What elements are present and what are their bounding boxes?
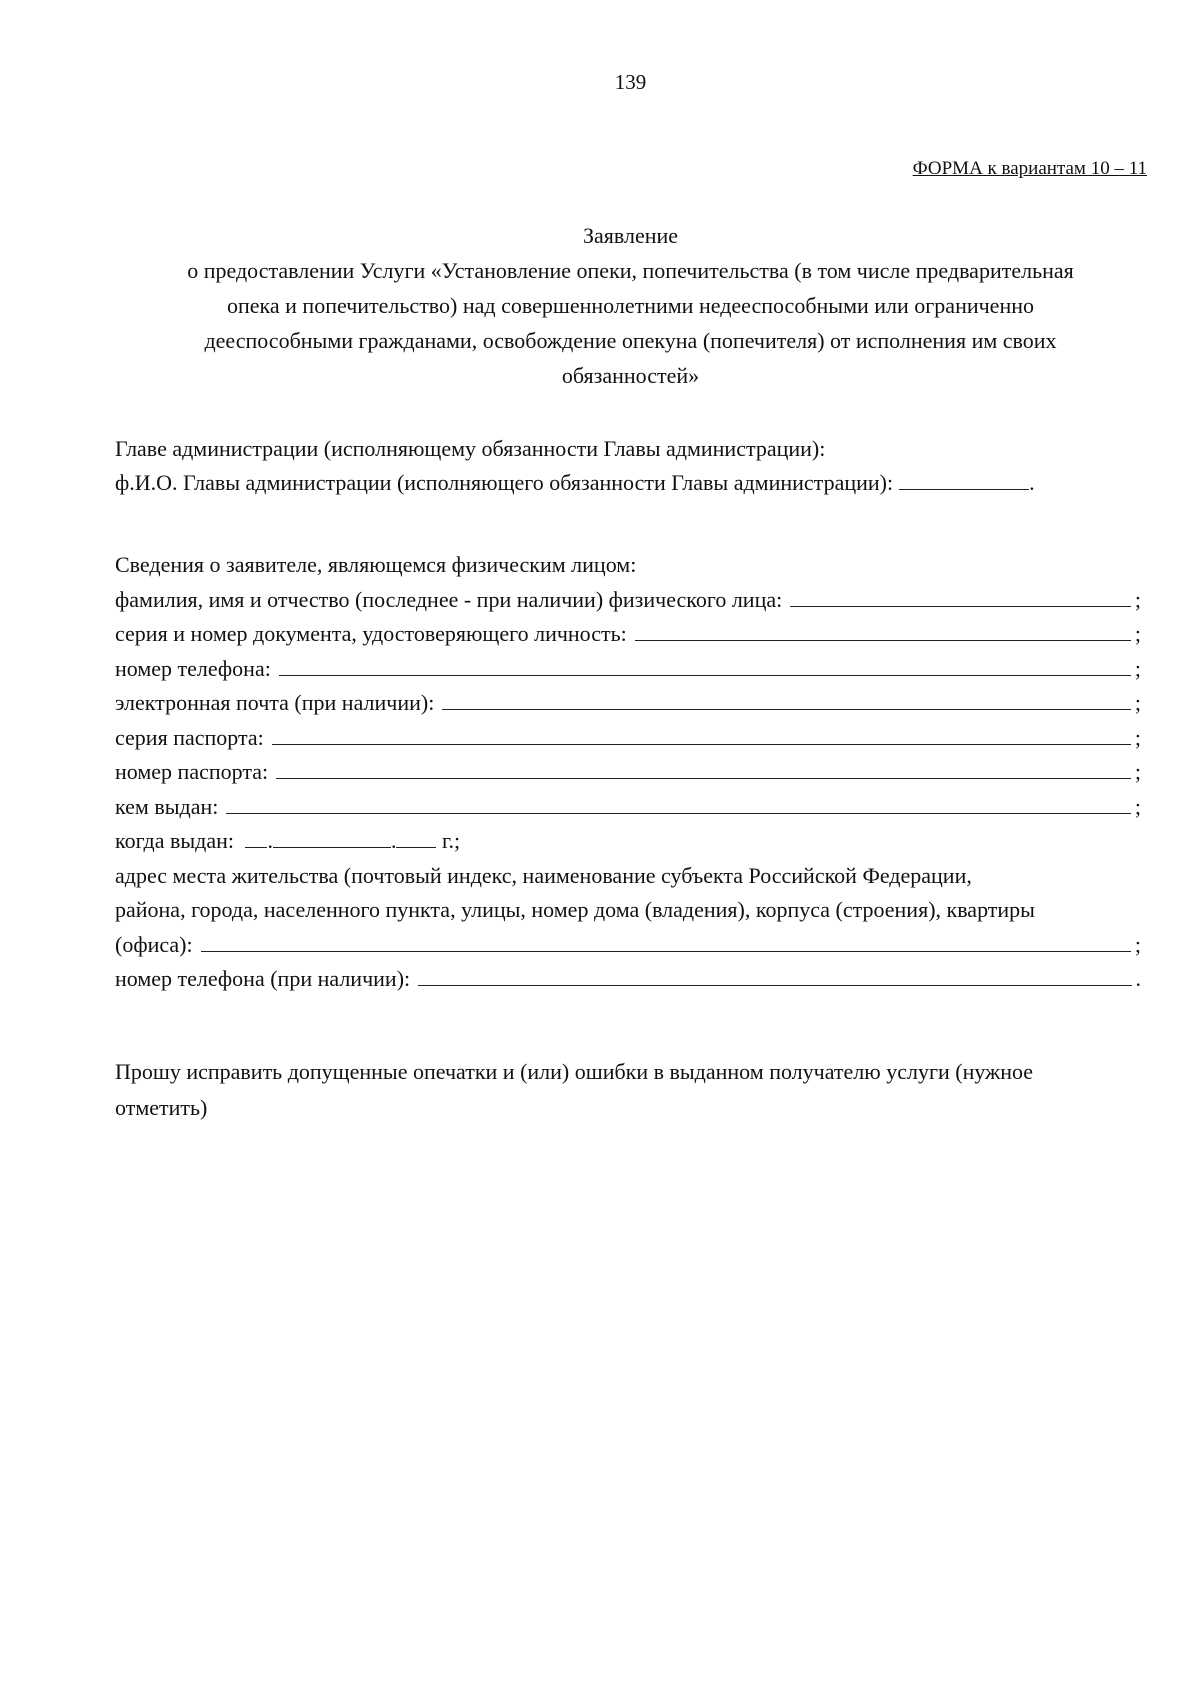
passport-series-field[interactable] [272,722,1131,745]
document-title [120,218,1141,393]
issued-by-label: кем выдан: [115,793,219,819]
id-document-label: серия и номер документа, удостоверяющего личность: [115,621,627,646]
row-end: ; [1134,931,1141,957]
optional-phone-row [115,962,1141,997]
row-end: ; [1134,621,1141,646]
issued-by-row [115,790,1141,825]
row-end: ; [1134,690,1141,715]
id-document-row [115,617,1141,652]
full-name-row [115,583,1141,618]
phone-row [115,652,1141,687]
addressee-block [115,432,1141,500]
id-document-field[interactable] [635,618,1131,641]
passport-series-row [115,721,1141,756]
row-end: ; [1134,724,1141,750]
row-end: . [1135,966,1141,991]
email-field[interactable] [442,687,1131,710]
passport-series-label: серия паспорта: [115,724,264,750]
issued-day-field[interactable] [245,825,267,848]
email-label: электронная почта (при наличии): [115,690,435,715]
title-word: Заявление [582,223,679,248]
title-line-2: опека и попечительство) над совершеннолетними недееспособными или ограниченно [227,293,1034,318]
full-name-label: фамилия, имя и отчество (последнее - при наличии) физического лица: [115,586,783,612]
address-field[interactable] [201,929,1131,952]
head-name-label: ф.И.О. Главы администрации (исполняющего обязанности Главы администрации): [115,470,894,495]
page-number: 139 [614,70,647,94]
title-line-1: о предоставлении Услуги «Установление опеки, попечительства (в том числе предварительная [187,258,1074,283]
full-name-field[interactable] [790,584,1131,607]
row-end: ; [1134,759,1141,784]
issued-date-label: когда выдан: [115,828,234,853]
optional-phone-field[interactable] [418,963,1131,986]
issued-date-suffix: г.; [441,828,461,853]
address-line-2: района, города, населенного пункта, улицы, номер дома (владения), корпуса (строения), квартиры [115,897,1035,922]
head-name-field[interactable] [899,467,1029,490]
title-line-4: обязанностей» [561,363,700,388]
row-end: ; [1134,793,1141,819]
issued-date-row [115,824,1141,859]
title-line-3: дееспособными гражданами, освобождение опекуна (попечителя) от исполнения им своих [204,328,1057,353]
address-office-label: (офиса): [115,931,193,957]
passport-number-row [115,755,1141,790]
issued-by-field[interactable] [226,791,1131,814]
optional-phone-label: номер телефона (при наличии): [115,966,411,991]
date-separator: . [267,828,273,853]
passport-number-label: номер паспорта: [115,759,269,784]
applicant-block [115,548,1141,997]
applicant-heading: Сведения о заявителе, являющемся физическим лицом: [115,552,637,577]
request-line-1: Прошу исправить допущенные опечатки и (или) ошибки в выданном получателю услуги (нужное [115,1059,1034,1084]
row-end: ; [1134,586,1141,612]
issued-year-field[interactable] [396,825,436,848]
passport-number-field[interactable] [276,756,1131,779]
request-paragraph [115,1054,1141,1126]
form-variant-label: ФОРМА к вариантам 10 – 11 [912,158,1147,179]
phone-label: номер телефона: [115,655,271,681]
address-line-1: адрес места жительства (почтовый индекс, наименование субъекта Российской Федерации, [115,862,972,888]
request-line-2: отметить) [115,1095,208,1120]
head-name-row [115,466,1141,500]
phone-field[interactable] [279,653,1131,676]
row-end: ; [1134,655,1141,681]
email-row [115,686,1141,721]
address-office-row [115,928,1141,963]
issued-month-field[interactable] [273,825,391,848]
head-name-end: . [1029,470,1035,495]
date-separator: . [390,828,397,853]
addressee-line: Главе администрации (исполняющему обязанности Главы администрации): [115,436,826,461]
